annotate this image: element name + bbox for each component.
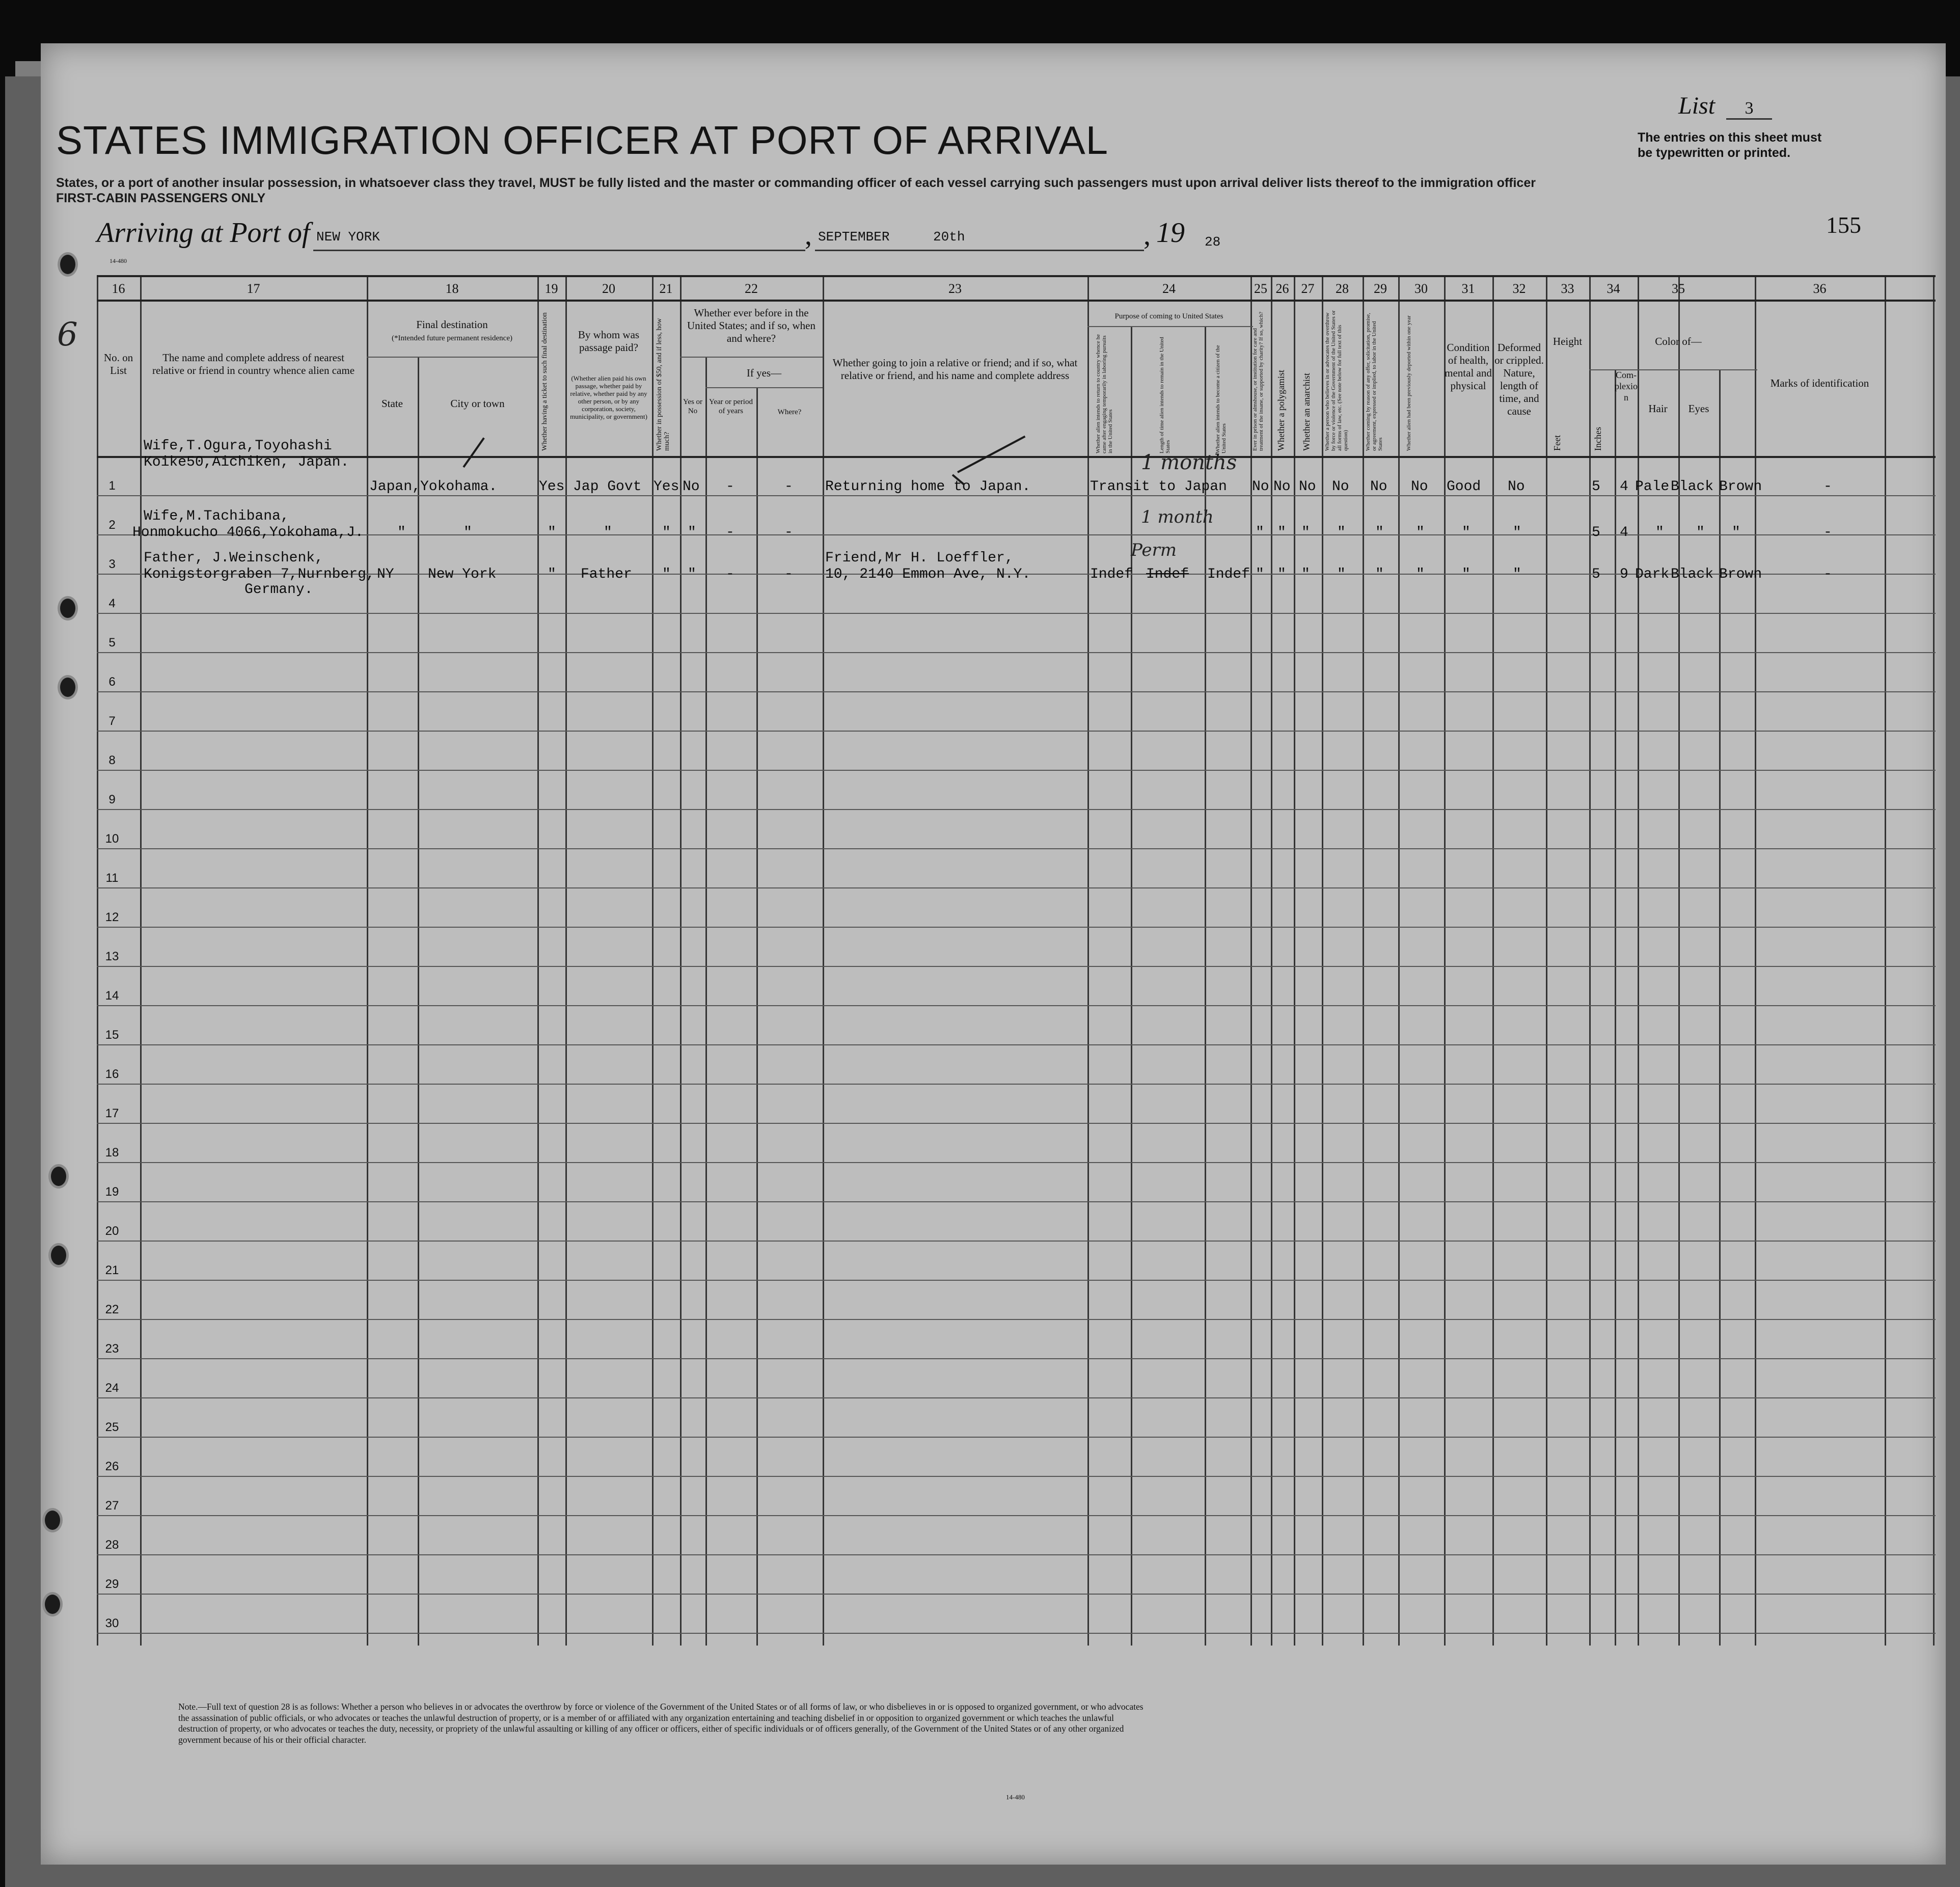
col-number: 24 [1162,281,1176,296]
row-number: 27 [105,1499,119,1513]
row2-year: - [726,525,734,541]
row2-handwritten: 1 month [1141,507,1214,527]
arriving-label: Arriving at Port of [97,217,310,249]
row3-before: " [688,567,696,582]
row-number: 22 [105,1303,119,1316]
header-passage-paid: By whom was passage paid? [578,329,640,354]
header-deformed: Deformed or crippled. Nature, length of time, and cause [1494,341,1544,417]
row2-money: " [662,525,671,541]
row3-overthrow: " [1337,567,1346,582]
row3-money: " [662,567,671,582]
date-field [815,229,1144,251]
row-number: 29 [105,1577,119,1591]
row2-anarchist: " [1301,525,1310,541]
row-line [97,1397,1936,1398]
row-number: 11 [105,871,119,885]
row3-health: " [1462,567,1471,582]
row-line [97,1005,1936,1006]
row-number: 21 [105,1263,119,1277]
row1-before: No [683,479,700,495]
row3-inches: 9 [1620,567,1628,582]
row-number: 10 [105,832,119,846]
col-number: 26 [1275,281,1289,296]
row2-relative-line2: Honmokucho 4066,Yokohama,J. [132,525,364,541]
row-line [97,652,1936,653]
row-line [97,1084,1936,1085]
row3-anarchist: " [1301,567,1310,582]
header-city: City or town [450,397,505,410]
row2-offer: " [1375,525,1384,541]
row3-join-line1: Friend,Mr H. Loeffler, [825,550,1014,566]
row1-eyes: Brown [1719,479,1762,495]
entries-note-line: be typewritten or printed. [1638,146,1791,160]
row1-state: Japan, [369,479,421,495]
row-line [97,1594,1936,1595]
check-mark [957,436,1025,473]
comma: , [1144,220,1151,251]
row3-complexion: Dark [1635,567,1670,582]
header-prison: Ever in prison or almshouse, or institution for care and treatment of the insane, or supported by charity? If so, which? [1252,311,1264,451]
row-line [97,770,1936,771]
header-health: Condition of health, mental and physical [1445,341,1492,392]
row1-handwritten: 1 months [1141,451,1237,474]
header-final-destination: Final destination [416,318,488,331]
row2-paid-by: " [604,525,612,541]
header-final-destination-sub: (*Intended future permanent residence) [392,334,512,342]
year-prefix: 19 [1156,217,1185,249]
row-line [97,1280,1936,1281]
row2-feet: 5 [1592,525,1600,541]
row-number: 24 [105,1381,119,1395]
row-line [97,1241,1936,1242]
header-state: State [382,397,403,410]
row-number: 25 [105,1420,119,1434]
row2-overthrow: " [1337,525,1346,541]
row2-where: - [784,525,793,541]
row-line [97,731,1936,732]
row3-relative-line2: Konigstorgraben 7,Nurnberg, [144,567,375,582]
row-number: 12 [105,910,119,924]
row1-prison: No [1252,479,1269,495]
row-line [97,966,1936,967]
row3-handwritten: Perm [1131,540,1177,560]
row2-eyes: " [1732,525,1740,541]
col-number: 36 [1813,281,1827,296]
row1-overthrow: No [1332,479,1349,495]
row2-before: " [688,525,696,541]
row-line [97,691,1936,692]
row2-state: " [397,525,406,541]
header-money: Whether in possession of $50, and if less, how much? [656,318,671,451]
row-line [97,1123,1936,1124]
header-where: Where? [777,408,802,416]
year-suffix: 28 [1205,234,1221,250]
row1-paid-by: Jap Govt [573,479,642,495]
punch-hole [51,1246,66,1265]
row2-polygamist: " [1277,525,1286,541]
row3-deported: " [1416,567,1425,582]
row2-prison: " [1256,525,1264,541]
row1-relative-line2: Koike50,Aichiken, Japan. [144,454,349,470]
row3-relative-line1: Father, J.Weinschenk, [144,550,323,566]
row-number: 2 [108,518,116,532]
row3-deformed: " [1513,567,1521,582]
header-if-yes: If yes— [746,367,782,379]
row1-year: - [726,479,734,495]
row-line [97,1358,1936,1359]
row3-relative-line3: Germany. [244,582,313,598]
row3-city: New York [428,567,497,582]
punch-hole [51,1167,66,1186]
row1-feet: 5 [1592,479,1600,495]
row-number: 30 [105,1616,119,1630]
header-no-on-list: No. on List [103,352,133,376]
row1-marks: - [1823,479,1832,495]
row-number: 20 [105,1224,119,1238]
row3-offer: " [1375,567,1384,582]
row-number: 3 [108,557,116,571]
list-label: List [1678,92,1716,119]
page-number: 155 [1826,212,1861,238]
row1-inches: 4 [1620,479,1628,495]
row-line [97,1044,1936,1045]
header-passage-paid-sub: (Whether alien paid his own passage, whether paid by relative, whether paid by any other person, or by any corporation, society, municipality, or government) [570,374,647,420]
row1-money: Yes [654,479,679,495]
row3-prison: " [1256,567,1264,582]
col-number: 34 [1607,281,1620,296]
row1-join: Returning home to Japan. [825,479,1031,495]
month-value: SEPTEMBER [818,229,890,245]
header-feet: Feet [1552,435,1562,451]
header-relative: The name and complete address of nearest relative or friend in country whence alien came [152,352,355,376]
row3-polygamist: " [1277,567,1286,582]
row-line [97,887,1936,888]
row3-year: - [726,567,734,582]
col-number: 29 [1374,281,1387,296]
row-line [97,1476,1936,1477]
header-polygamist: Whether a polygamist [1276,370,1286,451]
row2-health: " [1462,525,1471,541]
col-number: 22 [745,281,758,296]
row1-offer: No [1370,479,1387,495]
margin-mark: 6 [57,316,78,354]
row2-city: " [464,525,472,541]
instruction-line: States, or a port of another insular possession, in whatsoever class they travel, MUST be fully listed and the master or commanding officer of each vessel carrying such passengers must upon arrival deliver lists thereof to the immigration officer [56,176,1536,190]
punch-hole [45,1511,60,1530]
row3-join-line2: 10, 2140 Emmon Ave, N.Y. [825,567,1031,582]
row-number: 23 [105,1342,119,1356]
row1-health: Good [1447,479,1481,495]
header-year: Year or period of years [709,398,753,415]
header-height: Height [1553,335,1583,347]
row2-hair: " [1696,525,1705,541]
row-number: 6 [108,675,116,689]
row3-feet: 5 [1592,567,1600,582]
punch-hole [60,255,75,274]
row-number: 9 [108,793,116,806]
punch-hole [60,599,75,618]
row-line [97,613,1936,614]
header-inches: Inches [1593,427,1603,451]
row1-relative-line1: Wife,T.Ogura,Toyohashi [144,438,332,454]
row-number: 28 [105,1538,119,1552]
col-number: 17 [247,281,260,296]
header-color-of: Color of— [1655,335,1702,347]
form-code: 14-480 [1006,1793,1025,1801]
passenger-class-line: FIRST-CABIN PASSENGERS ONLY [56,191,266,205]
row-line [97,848,1936,849]
row-line [97,809,1936,810]
comma: , [805,220,812,251]
row2-complexion: " [1655,525,1664,541]
row-number: 18 [105,1146,119,1160]
col-number: 19 [545,281,558,296]
row2-marks: - [1823,525,1832,541]
entries-note-line: The entries on this sheet must [1638,130,1822,145]
row-number: 14 [105,989,119,1003]
header-anarchist: Whether an anarchist [1301,373,1312,451]
col-number: 30 [1414,281,1428,296]
header-offer: Whether coming by reason of any offer, solicitation, promise, or agreement, expressed or implied, to labor in the United States [1365,313,1383,451]
header-yes-no: Yes or No [683,398,703,415]
row3-marks: - [1823,567,1832,582]
col-number: 35 [1672,281,1685,296]
row-number: 4 [108,597,116,610]
row-number: 15 [105,1028,119,1042]
list-number-box [1678,92,1772,120]
check-mark [462,438,484,468]
row-number: 8 [108,753,116,767]
row3-purpose-a: Indef [1090,567,1133,582]
row-number: 17 [105,1107,119,1120]
manifest-table [97,275,1936,1646]
col-number: 23 [948,281,962,296]
header-deported: Whether alien had been previously deported within one year [1406,315,1412,451]
row3-purpose-c: Indef [1207,567,1250,582]
header-eyes: Eyes [1688,402,1709,415]
header-purpose: Purpose of coming to United States [1114,312,1223,320]
row1-deformed: No [1508,479,1525,495]
row3-hair: Black [1671,567,1714,582]
header-ticket: Whether having a ticket to such final destination [541,312,549,451]
page-title: STATES IMMIGRATION OFFICER AT PORT OF ARRIVAL [56,118,1109,163]
entries-note [1638,130,1821,160]
header-complexion: Com-plexion [1615,370,1638,402]
list-number: 3 [1726,99,1772,120]
col-number: 33 [1561,281,1574,296]
row1-ticket: Yes [539,479,565,495]
row-line [97,495,1936,496]
header-purpose-length: Length of time alien intends to remain in the United States [1159,337,1171,453]
port-field: NEW YORK [313,229,805,251]
col-number: 18 [445,281,459,296]
row2-ticket: " [548,525,556,541]
header-before-us: Whether ever before in the United States; and if so, when and where? [687,307,815,344]
row1-deported: No [1411,479,1428,495]
row-line [97,1633,1936,1634]
col-number: 20 [602,281,615,296]
col-number: 21 [659,281,673,296]
form-code-top: 14-480 [110,257,127,264]
row-number: 13 [105,950,119,963]
col-number: 27 [1301,281,1315,296]
row1-hair: Black [1671,479,1714,495]
header-join-relative: Whether going to join a relative or friend; and if so, what relative or friend, and his name and complete address [832,357,1078,382]
row1-purpose: Transit to Japan [1090,479,1227,495]
row-number: 26 [105,1460,119,1473]
col-number: 31 [1461,281,1475,296]
row1-anarchist: No [1299,479,1316,495]
row1-where: - [784,479,793,495]
row-number: 19 [105,1185,119,1199]
col-number: 16 [112,281,125,296]
row-number: 1 [108,479,116,493]
day-value: 20th [933,229,965,245]
row1-complexion: Pale [1635,479,1670,495]
header-hair: Hair [1648,402,1668,415]
header-purpose-return: Whether alien intends to return to country whence he came after engaging temporarily in laboring pursuits in the United States [1095,334,1113,453]
row2-deported: " [1416,525,1425,541]
row3-purpose-b: Indef [1146,567,1189,582]
col-number: 32 [1512,281,1526,296]
row-number: 7 [108,714,116,728]
col-number: 28 [1336,281,1349,296]
row1-polygamist: No [1273,479,1291,495]
row3-state: NY [377,567,394,582]
punch-hole [45,1595,60,1614]
header-marks: Marks of identification [1770,377,1869,389]
header-overthrow: Whether a person who believes in or advocates the overthrow by force or violence of the Government of the United States or all forms of law, etc. (See note below for full text of this question) [1324,310,1349,451]
row2-inches: 4 [1620,525,1628,541]
row-line [97,1515,1936,1516]
row-number: 16 [105,1067,119,1081]
row-line [97,1162,1936,1163]
row-line [97,927,1936,928]
row3-where: - [784,567,793,582]
row-line [97,1319,1936,1320]
row-line [97,1437,1936,1438]
row-number: 5 [108,636,116,650]
row3-ticket: " [548,567,556,582]
row2-deformed: " [1513,525,1521,541]
footnote: Note.—Full text of question 28 is as follows: Whether a person who believes in or advocates the overthrow by force or violence of the Government of the United States or of all forms of law, or who disbelieves in or is opposed to organized government, or who advocates the assassination of public officials, or who advocates or teaches the unlawful destruction of property, or is a member of or affiliated with any organization entertaining and teaching disbelief in or opposition to organized government or which teaches the unlawful destruction of property, or who advocates or teaches the duty, necessity, or propriety of the unlawful assaulting or killing of any officer or officers, either of specific individuals or of officers generally, of the Government of the United States or of any other organized government because of his or their official character. [178,1702,1144,1745]
row3-paid-by: Father [581,567,632,582]
row-line [97,1554,1936,1555]
row3-eyes: Brown [1719,567,1762,582]
row1-city: Yokohama. [420,479,498,495]
header-purpose-citizen: Whether alien intends to become a citizen of the United States [1215,345,1227,453]
col-number: 25 [1254,281,1267,296]
row2-relative-line1: Wife,M.Tachibana, [144,508,289,524]
punch-hole [60,678,75,697]
row-line [97,1201,1936,1202]
